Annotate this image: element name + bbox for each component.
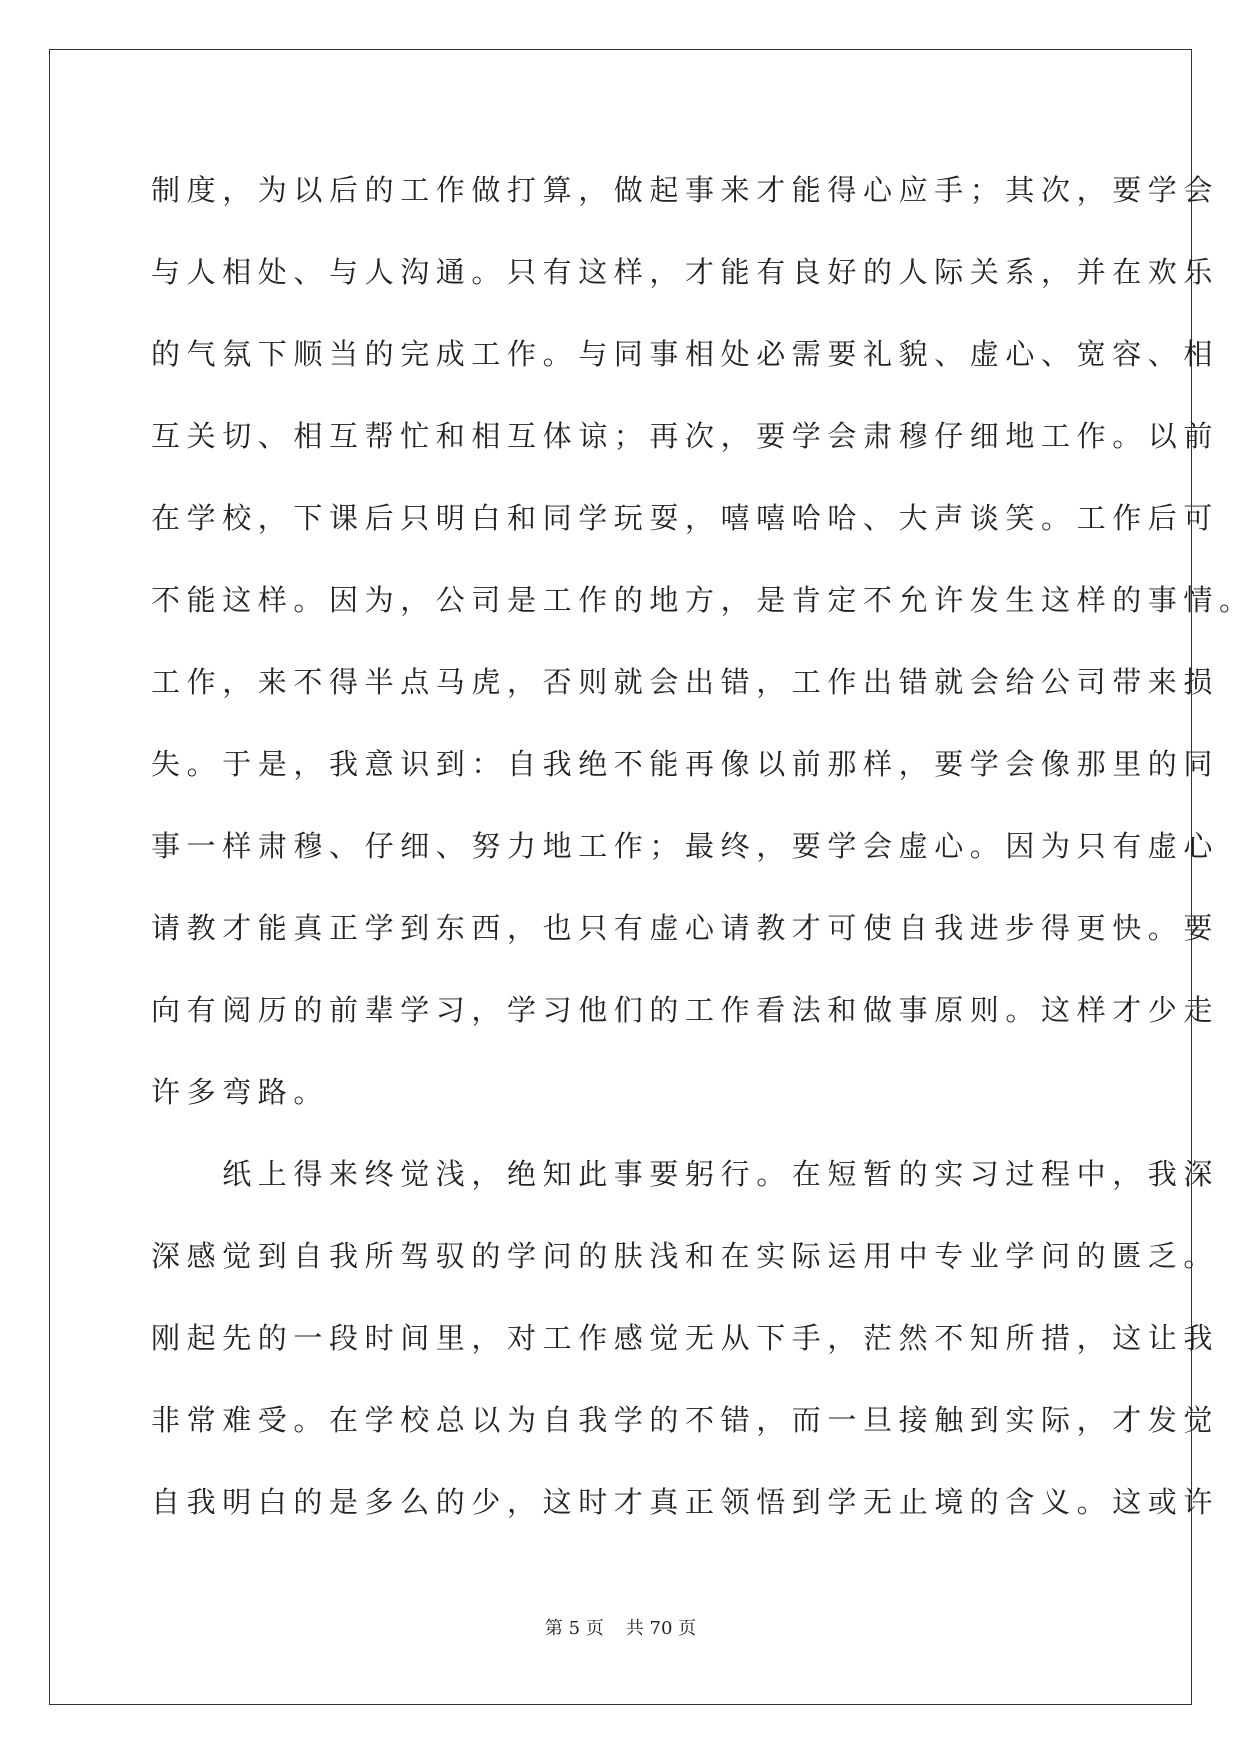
- text-line: 向有阅历的前辈学习，学习他们的工作看法和做事原则。这样才少走: [151, 993, 1220, 1027]
- page-number-current: 第 5 页: [544, 1618, 604, 1639]
- text-line: 刚起先的一段时间里，对工作感觉无从下手，茫然不知所措，这让我: [151, 1321, 1220, 1355]
- text-line: 请教才能真正学到东西，也只有虚心请教才可使自我进步得更快。要: [151, 911, 1220, 945]
- text-line: 的气氛下顺当的完成工作。与同事相处必需要礼貌、虚心、宽容、相: [151, 337, 1220, 371]
- text-line: 深感觉到自我所驾驭的学问的肤浅和在实际运用中专业学问的匮乏。: [151, 1239, 1220, 1273]
- text-line: 互关切、相互帮忙和相互体谅；再次，要学会肃穆仔细地工作。以前: [151, 419, 1220, 453]
- text-line: 许多弯路。: [151, 1075, 330, 1109]
- text-line: 失。于是，我意识到：自我绝不能再像以前那样，要学会像那里的同: [151, 747, 1220, 781]
- text-line: 非常难受。在学校总以为自我学的不错，而一旦接触到实际，才发觉: [151, 1403, 1220, 1437]
- text-line: 事一样肃穆、仔细、努力地工作；最终，要学会虚心。因为只有虚心: [151, 829, 1220, 863]
- body-text: [151, 160, 1255, 1554]
- text-line: 与人相处、与人沟通。只有这样，才能有良好的人际关系，并在欢乐: [151, 255, 1220, 289]
- text-line: 制度，为以后的工作做打算，做起事来才能得心应手；其次，要学会: [151, 173, 1220, 207]
- text-line: 纸上得来终觉浅，绝知此事要躬行。在短暂的实习过程中，我深: [151, 1157, 1220, 1191]
- text-line: 自我明白的是多么的少，这时才真正领悟到学无止境的含义。这或许: [151, 1485, 1220, 1519]
- page-number-total: 共 70 页: [625, 1618, 697, 1639]
- text-line: 工作，来不得半点马虎，否则就会出错，工作出错就会给公司带来损: [151, 665, 1220, 699]
- text-line: 不能这样。因为，公司是工作的地方，是肯定不允许发生这样的事情。: [151, 583, 1255, 617]
- text-line: 在学校，下课后只明白和同学玩耍，嘻嘻哈哈、大声谈笑。工作后可: [151, 501, 1220, 535]
- page-footer: [0, 1614, 1241, 1640]
